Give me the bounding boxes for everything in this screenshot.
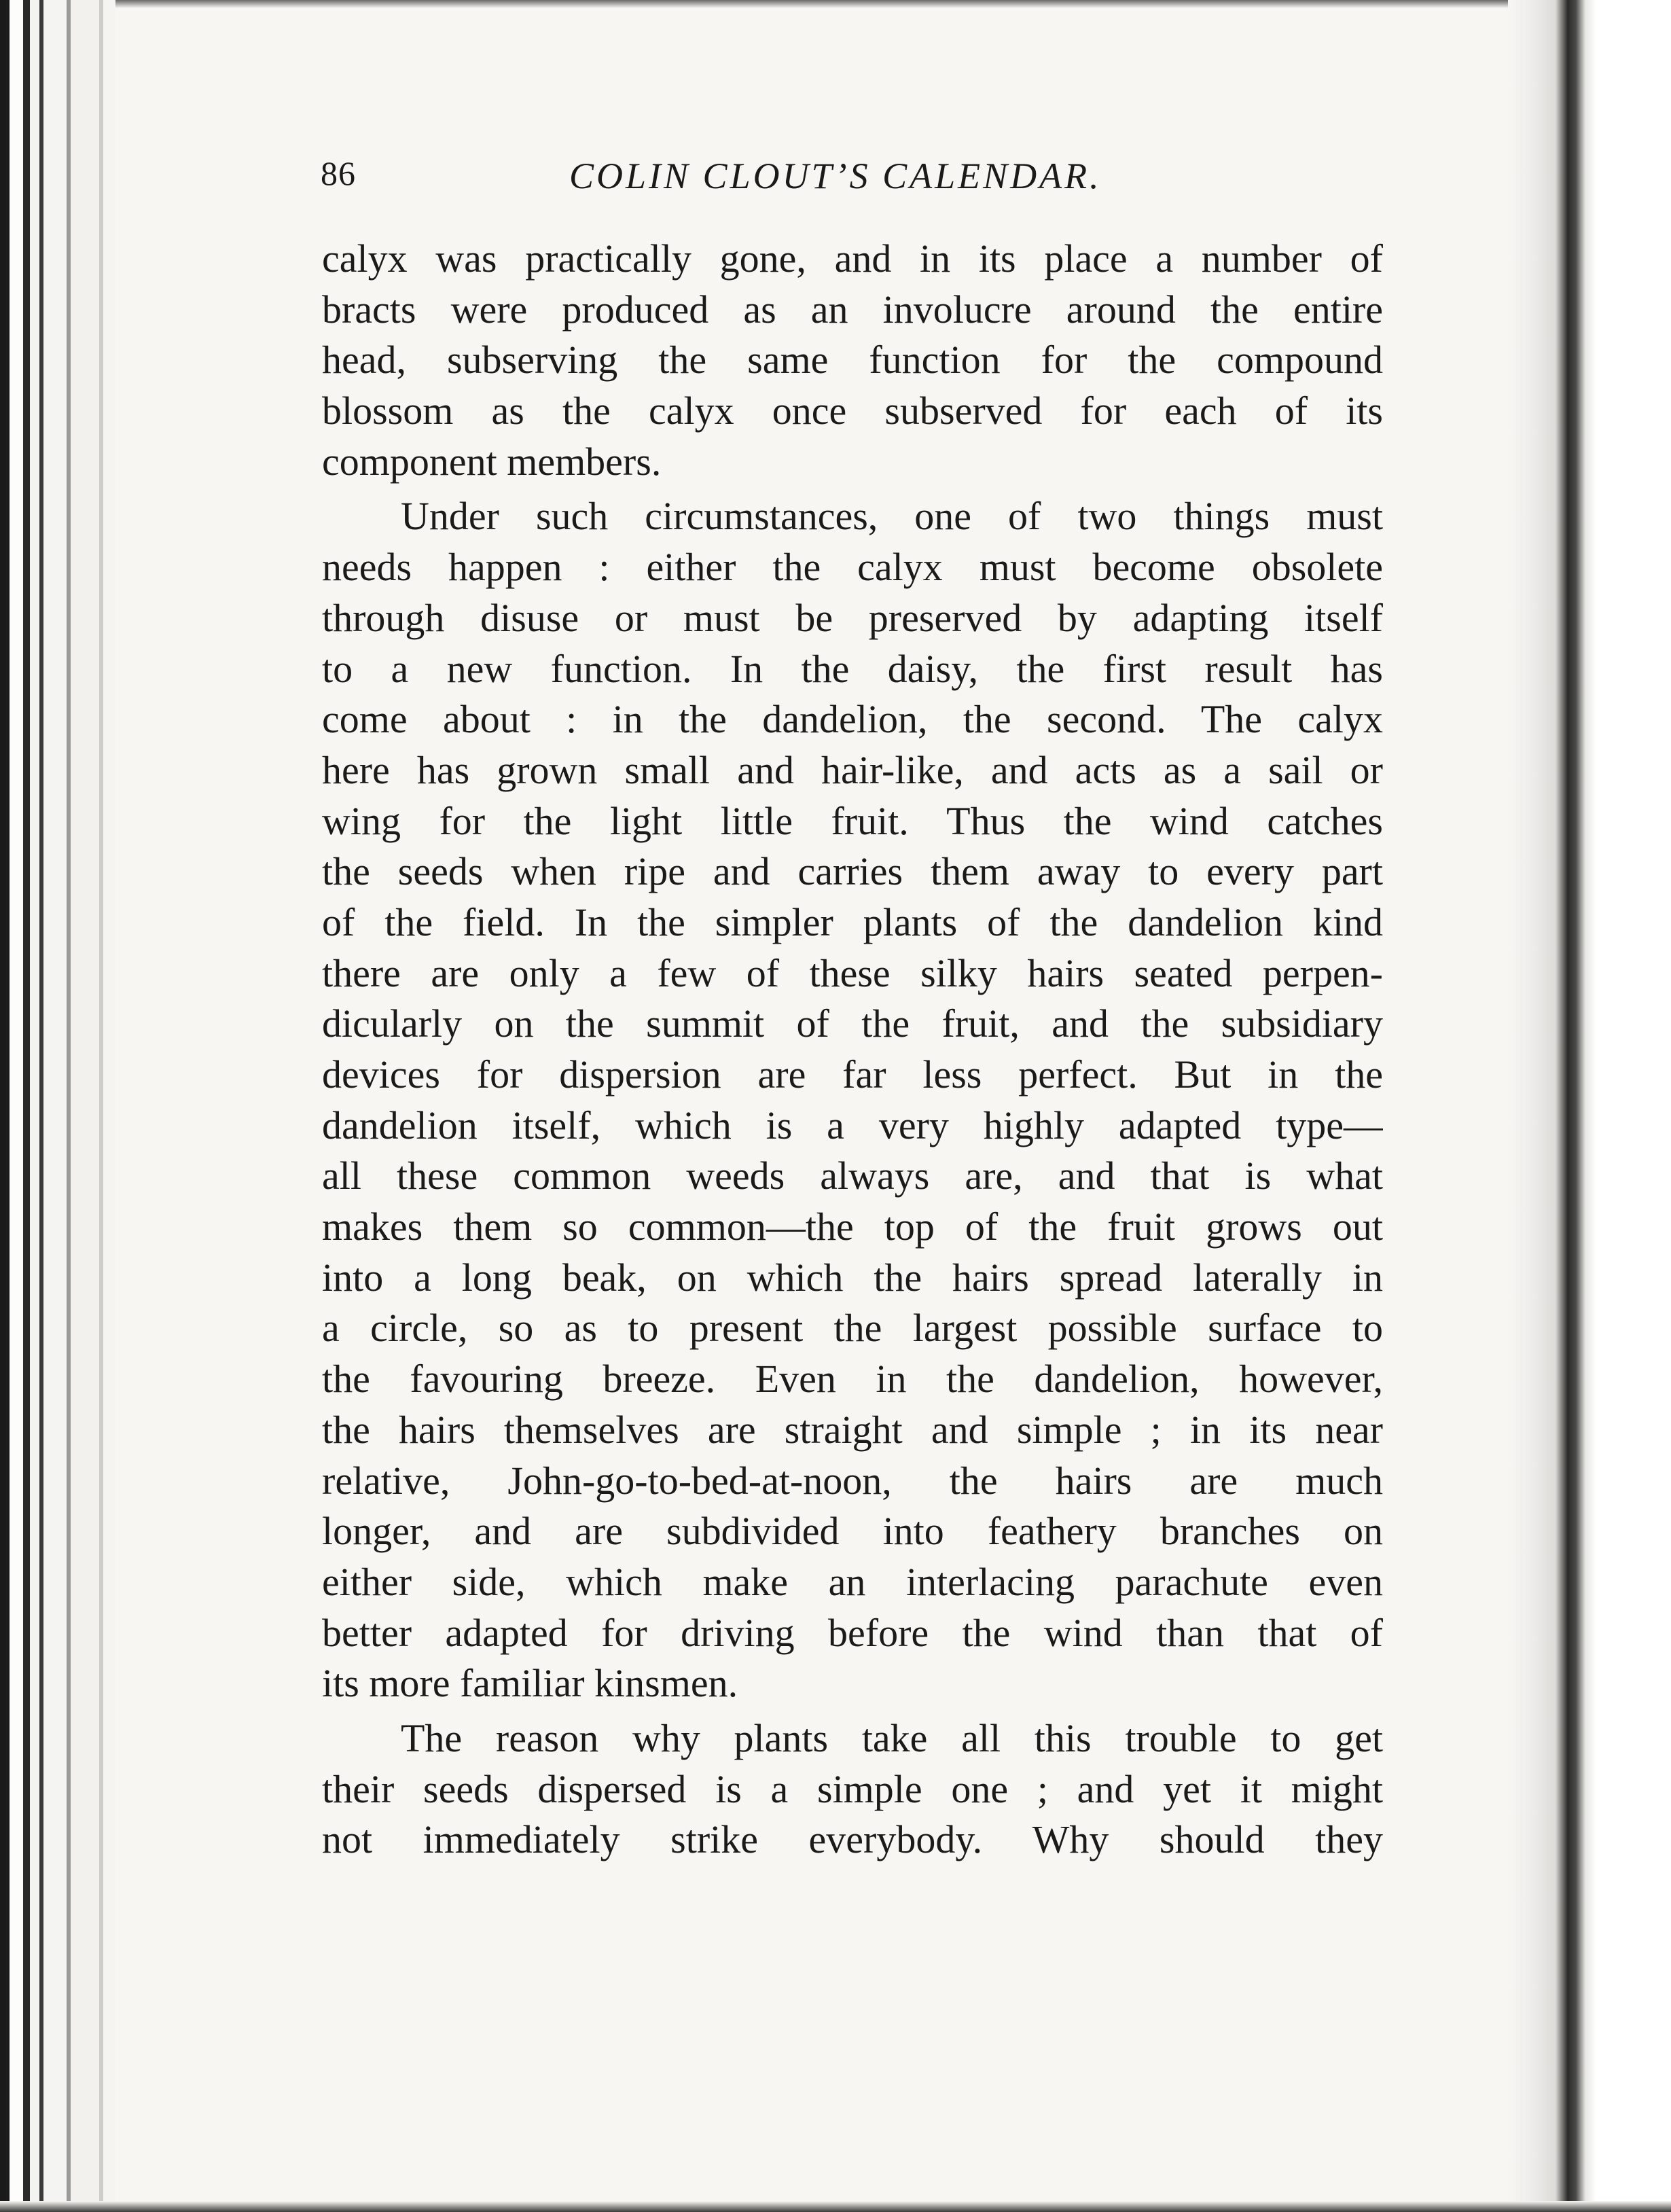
paragraph: [322, 234, 1383, 487]
text-line: its more familiar kinsmen.: [322, 1661, 738, 1706]
running-head: [0, 0, 1671, 204]
text-line: wing for the light little fruit. Thus the wind catches: [322, 798, 1383, 843]
scan-bottom-edge: [0, 2201, 1671, 2212]
text-line: makes them so common—the top of the fruit grows out: [322, 1205, 1383, 1249]
text-line: bracts were produced as an involucre around the entire: [322, 287, 1383, 332]
paragraph: [322, 1713, 1383, 1866]
text-line: blossom as the calyx once subserved for each of its: [322, 389, 1383, 433]
body-text: [322, 234, 1383, 1866]
text-line: their seeds dispersed is a simple one ; and yet it might: [322, 1766, 1383, 1811]
text-line: head, subserving the same function for the compound: [322, 338, 1383, 382]
text-line: through disuse or must be preserved by adapting itself: [322, 595, 1383, 640]
text-line: there are only a few of these silky hairs seated perpen-: [322, 950, 1383, 995]
paragraph: [322, 491, 1383, 1709]
text-line: all these common weeds always are, and that is what: [322, 1154, 1383, 1198]
text-line: into a long beak, on which the hairs spread laterally in: [322, 1255, 1383, 1300]
text-line: to a new function. In the daisy, the first result has: [322, 646, 1383, 691]
text-line: component members.: [322, 439, 662, 484]
text-line: here has grown small and hair-like, and acts as a sail or: [322, 747, 1383, 792]
text-line: needs happen : either the calyx must become obsolete: [322, 545, 1383, 590]
text-line: calyx was practically gone, and in its place a number of: [322, 236, 1383, 281]
text-line: not immediately strike everybody. Why should they: [322, 1817, 1383, 1862]
text-line: relative, John-go-to-bed-at-noon, the hairs are much: [322, 1458, 1383, 1503]
text-line: a circle, so as to present the largest possible surface to: [322, 1306, 1383, 1351]
text-line: devices for dispersion are far less perfect. But in the: [322, 1052, 1383, 1096]
text-line: the hairs themselves are straight and simple ; in its near: [322, 1407, 1383, 1452]
text-line: of the field. In the simpler plants of the dandelion kind: [322, 899, 1383, 944]
text-line: better adapted for driving before the wind than that of: [322, 1610, 1383, 1655]
text-line: dandelion itself, which is a very highly adapted type—: [322, 1103, 1383, 1147]
text-line: The reason why plants take all this trouble to get: [401, 1715, 1383, 1760]
text-line: either side, which make an interlacing parachute even: [322, 1559, 1383, 1604]
book-binding-left: [0, 0, 115, 2212]
text-line: dicularly on the summit of the fruit, and the subsidiary: [322, 1001, 1383, 1046]
running-title: COLIN CLOUT’S CALENDAR.: [569, 156, 1102, 196]
text-line: come about : in the dandelion, the second. The calyx: [322, 697, 1383, 742]
text-line: the favouring breeze. Even in the dandelion, however,: [322, 1357, 1383, 1402]
page-number: 86: [321, 154, 356, 192]
text-line: longer, and are subdivided into feathery branches on: [322, 1509, 1383, 1554]
text-line: the seeds when ripe and carries them away to every part: [322, 849, 1383, 894]
text-line: Under such circumstances, one of two things must: [401, 494, 1383, 539]
book-page-edge-right: [1508, 0, 1671, 2212]
